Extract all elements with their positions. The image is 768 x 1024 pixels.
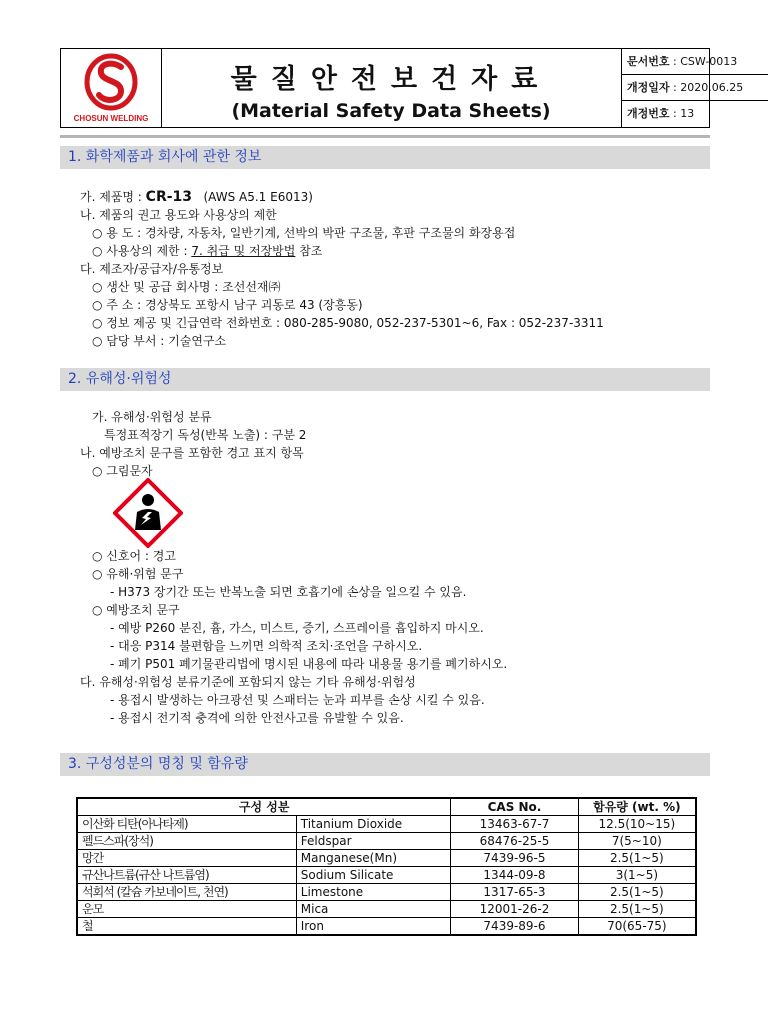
document-meta — [621, 49, 744, 127]
component-korean: 망간 — [77, 850, 296, 867]
cas-number: 68476-25-5 — [451, 833, 578, 850]
table-row — [77, 901, 696, 918]
revision-date: 2020.06.25 — [680, 81, 744, 94]
other-hazard-2: - 용접시 전기적 충격에 의한 안전사고를 유발할 수 있음. — [110, 711, 404, 725]
component-english: Manganese(Mn) — [296, 850, 451, 867]
limit-prefix: ○ 사용상의 제한 : — [92, 244, 192, 258]
precaution-prevent: - 예방 P260 분진, 흄, 가스, 미스트, 증기, 스프레이를 흡입하지 마시오. — [110, 621, 484, 635]
cas-number: 7439-89-6 — [451, 918, 578, 936]
header-divider — [60, 135, 710, 138]
label-title: 나. 예방조치 문구를 포함한 경고 표지 항목 — [80, 446, 304, 460]
hazard-statement-title: ○ 유해·위험 문구 — [92, 567, 184, 581]
component-english: Feldspar — [296, 833, 451, 850]
revision-number: 13 — [680, 107, 695, 120]
component-korean: 펠드스파(장석) — [77, 833, 296, 850]
component-english: Iron — [296, 918, 451, 936]
header-cas: CAS No. — [451, 798, 578, 816]
section-2-bar — [60, 368, 710, 391]
table-row — [77, 867, 696, 884]
health-hazard-icon — [113, 478, 183, 548]
component-korean: 철 — [77, 918, 296, 936]
use-title: 나. 제품의 권고 용도와 사용상의 제한 — [80, 208, 277, 222]
doc-number: CSW-0013 — [680, 55, 738, 68]
maker-title: 다. 제조자/공급자/유통정보 — [80, 262, 224, 276]
component-korean: 석회석 (칼슘 카보네이트, 천연) — [77, 884, 296, 901]
section-3-title: 3. 구성성분의 명칭 및 함유량 — [68, 756, 248, 772]
cas-number: 1344-09-8 — [451, 867, 578, 884]
content-wt: 3(1~5) — [578, 867, 696, 884]
table-row — [77, 884, 696, 901]
component-english: Mica — [296, 901, 451, 918]
section-2-title: 2. 유해성·위험성 — [68, 371, 172, 387]
section-3-bar — [60, 753, 710, 776]
logo-text: CHOSUN WELDING — [73, 114, 149, 123]
component-korean: 이산화 티탄(아나타제) — [77, 816, 296, 833]
product-prefix: 가. 제품명 : — [80, 190, 146, 204]
chosun-logo-icon — [61, 49, 161, 127]
title-box — [161, 49, 622, 127]
hazard-class-title: 가. 유해성·위험성 분류 — [92, 410, 212, 424]
component-korean: 규산나트륨(규산 나트륨염) — [77, 867, 296, 884]
product-name-line — [80, 189, 313, 205]
other-hazard-1: - 용접시 발생하는 아크광선 및 스패터는 눈과 피부를 손상 시킬 수 있음. — [110, 693, 485, 707]
pictogram-label: ○ 그림문자 — [92, 464, 153, 478]
content-wt: 70(65-75) — [578, 918, 696, 936]
table-row — [77, 850, 696, 867]
use-line: ○ 용 도 : 경차량, 자동차, 일반기계, 선박의 박판 구조물, 후판 구조물의 화장용접 — [92, 226, 516, 240]
maker-name: ○ 생산 및 공급 회사명 : 조선선재㈜ — [92, 280, 281, 294]
content-wt: 2.5(1~5) — [578, 901, 696, 918]
limit-suffix: 참조 — [295, 244, 323, 258]
cas-number: 7439-96-5 — [451, 850, 578, 867]
revision-date-row: 개정일자 : 2020.06.25 — [621, 75, 768, 101]
maker-address: ○ 주 소 : 경상북도 포항시 남구 괴동로 43 (장흥동) — [92, 298, 363, 312]
hazard-statement: - H373 장기간 또는 반복노출 되면 호흡기에 손상을 일으킬 수 있음. — [110, 585, 467, 599]
section-1-bar — [60, 146, 710, 169]
content-wt: 2.5(1~5) — [578, 884, 696, 901]
precaution-disposal: - 폐기 P501 폐기물관리법에 명시된 내용에 따라 내용물 용기를 폐기하시오. — [110, 657, 508, 671]
revision-number-row: 개정번호 : 13 — [627, 107, 695, 120]
component-english: Limestone — [296, 884, 451, 901]
signal-word: ○ 신호어 : 경고 — [92, 549, 176, 563]
hazard-class-line: 특정표적장기 독성(반복 노출) : 구분 2 — [104, 428, 307, 442]
component-english: Sodium Silicate — [296, 867, 451, 884]
title-korean: 물질안전보건자료 — [230, 64, 552, 95]
precaution-response: - 대응 P314 불편함을 느끼면 의학적 조치·조언을 구하시오. — [110, 639, 423, 653]
revision-date-label: 개정일자 — [627, 81, 670, 94]
content-wt: 7(5~10) — [578, 833, 696, 850]
component-korean: 운모 — [77, 901, 296, 918]
limit-line — [92, 243, 322, 259]
revision-number-label: 개정번호 — [627, 107, 670, 120]
title-english: (Material Safety Data Sheets) — [231, 100, 551, 122]
cas-number: 12001-26-2 — [451, 901, 578, 918]
section-1-title: 1. 화학제품과 회사에 관한 정보 — [68, 149, 262, 165]
cas-number: 1317-65-3 — [451, 884, 578, 901]
other-hazard-title: 다. 유해성·위험성 분류기준에 포함되지 않는 기타 유해성·위험성 — [80, 675, 416, 689]
product-name: CR-13 — [145, 189, 193, 205]
component-english: Titanium Dioxide — [296, 816, 451, 833]
table-row — [77, 918, 696, 936]
precaution-title: ○ 예방조치 문구 — [92, 603, 180, 617]
doc-number-label: 문서번호 — [627, 55, 670, 68]
table-row — [77, 833, 696, 850]
doc-number-row: 문서번호 : CSW-0013 — [621, 49, 768, 75]
table-row — [77, 816, 696, 833]
product-spec: (AWS A5.1 E6013) — [203, 190, 313, 204]
document-header — [60, 48, 744, 128]
header-component: 구성 성분 — [77, 798, 451, 816]
cas-number: 13463-67-7 — [451, 816, 578, 833]
maker-dept: ○ 담당 부서 : 기술연구소 — [92, 334, 227, 348]
limit-reference-link[interactable]: 7. 취급 및 저장방법 — [191, 244, 296, 258]
content-wt: 12.5(10~15) — [578, 816, 696, 833]
maker-phone: ○ 정보 제공 및 긴급연락 전화번호 : 080-285-9080, 052-237-5301~6, Fax : 052-237-3311 — [92, 316, 604, 330]
company-logo — [61, 49, 162, 127]
header-content: 함유량 (wt. %) — [578, 798, 696, 816]
table-header-row — [77, 798, 696, 816]
content-wt: 2.5(1~5) — [578, 850, 696, 867]
composition-table — [76, 797, 697, 936]
